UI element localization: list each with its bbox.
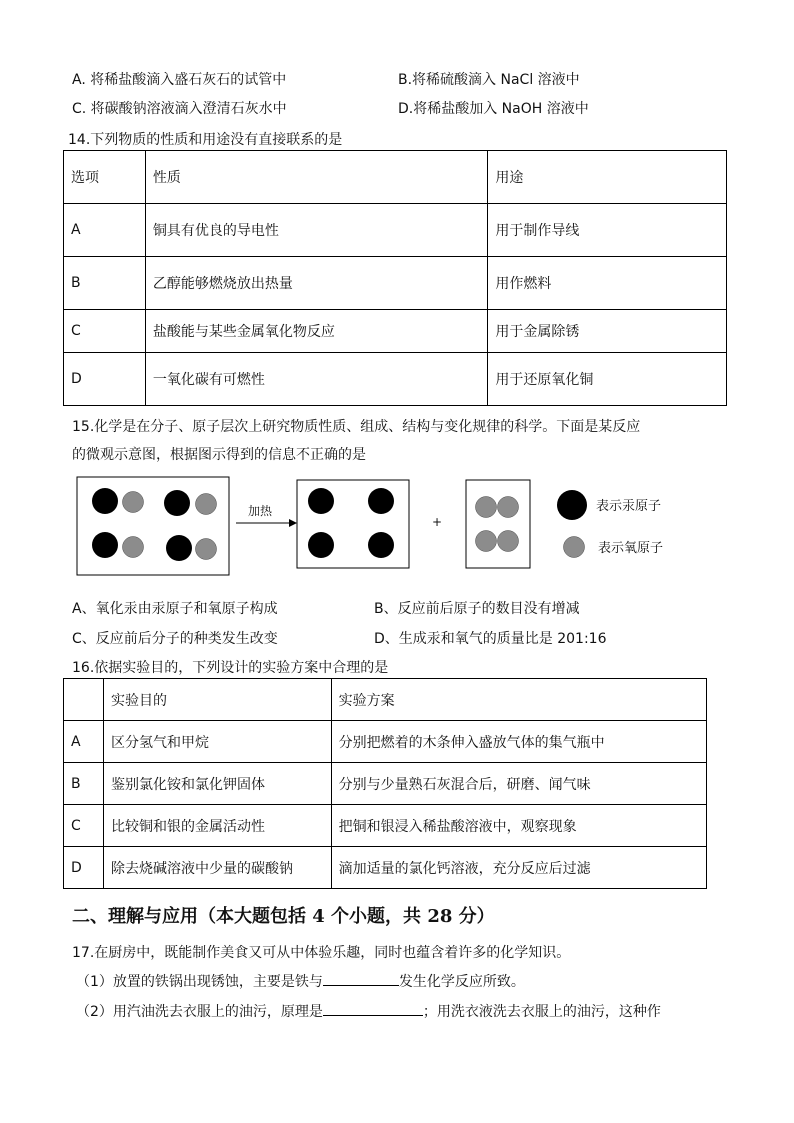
header-cell: 性质 [145,151,487,204]
q13-option-c: C. 将碳酸钠溶液滴入澄清石灰水中 [72,101,287,117]
q13-option-d: D.将稀盐酸加入 NaOH 溶液中 [398,101,589,117]
option-cell: A [64,204,146,257]
q13-option-b: B.将稀硫酸滴入 NaCl 溶液中 [398,72,580,88]
answer-blank-2[interactable] [323,1001,423,1016]
arrow-label: 加热 [248,504,273,518]
table-row [64,847,707,889]
option-cell: D [64,353,146,406]
plan-cell: 把铜和银浸入稀盐酸溶液中，观察现象 [331,805,706,847]
table-row [64,353,727,406]
table-row [64,204,727,257]
q17-part1-text-after: 发生化学反应所致。 [398,974,525,990]
q17-part2 [76,1001,661,1021]
table-row [64,805,707,847]
q17-part2-text-after: ；用洗衣液洗去衣服上的油污，这种作 [422,1004,661,1020]
q14-stem: 14.下列物质的性质和用途没有直接联系的是 [68,132,343,148]
q15-option-c: C、反应前后分子的种类发生改变 [72,631,278,647]
q16-stem: 16.依据实验目的，下列设计的实验方案中合理的是 [72,660,389,676]
q15-option-d: D、生成汞和氧气的质量比是 201:16 [374,631,607,647]
use-cell: 用作燃料 [488,257,727,310]
q14-table [63,150,727,406]
use-cell: 用于制作导线 [488,204,727,257]
option-cell: C [64,805,104,847]
section-heading: 二、理解与应用（本大题包括 4 个小题，共 28 分） [72,906,495,927]
option-cell: B [64,257,146,310]
purpose-cell: 区分氢气和甲烷 [103,721,331,763]
mercury-legend-label: 表示汞原子 [596,499,662,514]
oxygen-legend-label: 表示氧原子 [598,541,664,556]
purpose-cell: 鉴别氯化铵和氯化钾固体 [103,763,331,805]
q15-stem-line2: 的微观示意图，根据图示得到的信息不正确的是 [72,447,366,463]
plan-cell: 滴加适量的氯化钙溶液，充分反应后过滤 [331,847,706,889]
property-cell: 一氧化碳有可燃性 [145,353,487,406]
option-cell: C [64,310,146,353]
property-cell: 乙醇能够燃烧放出热量 [145,257,487,310]
header-cell: 实验方案 [331,679,706,721]
plus-sign: + [432,515,443,529]
mercury-legend-icon [557,490,587,520]
q17-part2-text-before: （2）用汽油洗去衣服上的油污，原理是 [76,1004,323,1020]
q13-option-a: A. 将稀盐酸滴入盛石灰石的试管中 [72,72,287,88]
table-header-row [64,151,727,204]
table-row [64,721,707,763]
oxygen-molecules [476,497,519,552]
reaction-microscopic-diagram [76,475,716,580]
q17-part1 [76,971,525,991]
table-row [64,310,727,353]
plan-cell: 分别与少量熟石灰混合后，研磨、闻气味 [331,763,706,805]
table-header-row [64,679,707,721]
option-cell: A [64,721,104,763]
purpose-cell: 比较铜和银的金属活动性 [103,805,331,847]
q16-table [63,678,707,889]
table-row [64,257,727,310]
purpose-cell: 除去烧碱溶液中少量的碳酸钠 [103,847,331,889]
oxygen-product-box [466,480,530,568]
property-cell: 盐酸能与某些金属氧化物反应 [145,310,487,353]
q17-stem: 17.在厨房中，既能制作美食又可从中体验乐趣，同时也蕴含着许多的化学知识。 [72,945,571,961]
use-cell: 用于还原氧化铜 [488,353,727,406]
oxygen-legend-icon [564,537,585,558]
answer-blank-1[interactable] [323,971,399,986]
q15-stem-line1: 15.化学是在分子、原子层次上研究物质性质、组成、结构与变化规律的科学。下面是某反应 [72,419,641,435]
property-cell: 铜具有优良的导电性 [145,204,487,257]
mercury-atoms [308,488,394,558]
table-row [64,763,707,805]
q17-part1-text-before: （1）放置的铁锅出现锈蚀，主要是铁与 [76,974,323,990]
q15-option-b: B、反应前后原子的数目没有增减 [374,601,580,617]
plan-cell: 分别把燃着的木条伸入盛放气体的集气瓶中 [331,721,706,763]
header-cell: 实验目的 [103,679,331,721]
option-cell: B [64,763,104,805]
option-cell: D [64,847,104,889]
q15-option-a: A、氧化汞由汞原子和氧原子构成 [72,601,278,617]
use-cell: 用于金属除锈 [488,310,727,353]
header-cell [64,679,104,721]
header-cell: 用途 [488,151,727,204]
mercury-oxide-molecules [92,488,217,561]
header-cell: 选项 [64,151,146,204]
